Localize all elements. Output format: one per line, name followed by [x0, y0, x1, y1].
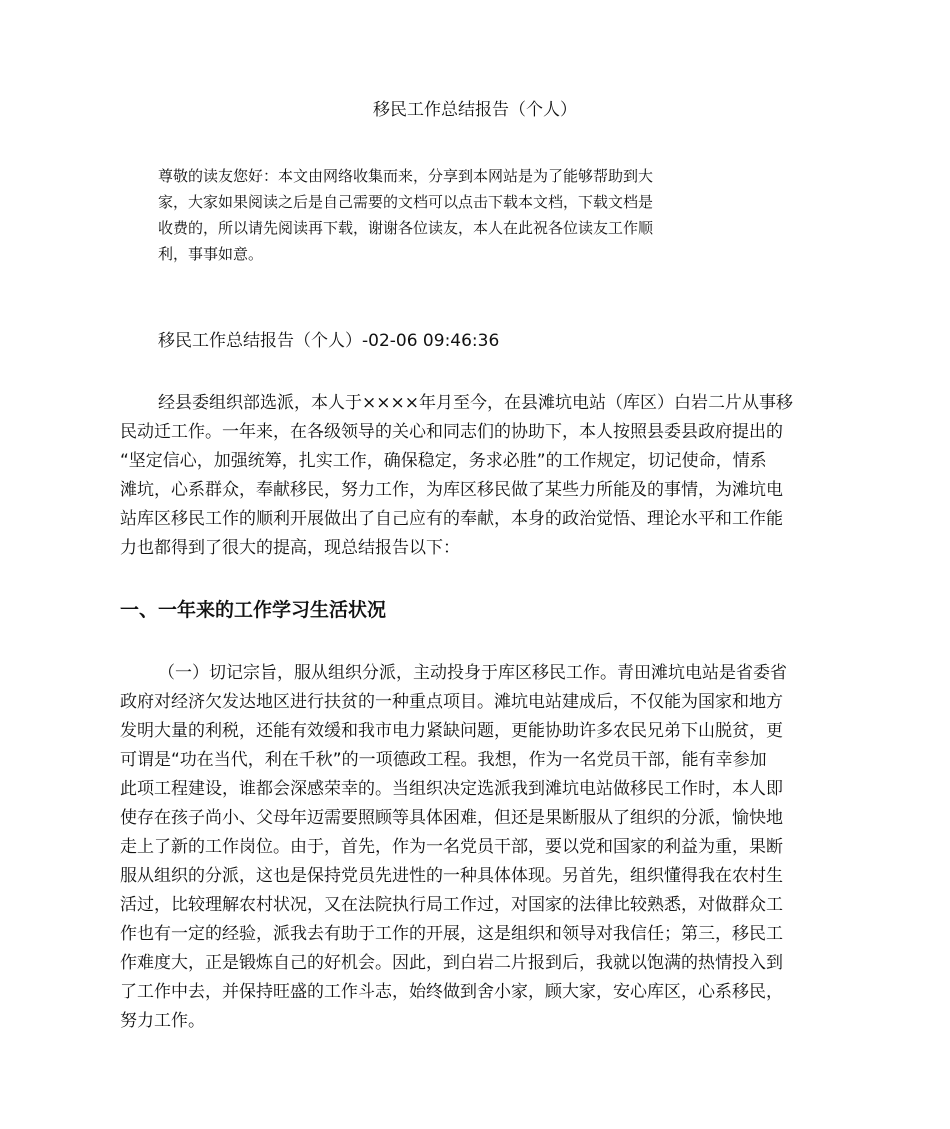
section-paragraph — [120, 659, 840, 1036]
paragraph-line: 作难度大，正是锻炼自己的好机会。因此，到白岩二片报到后，我就以饱满的热情投入到 — [120, 953, 783, 973]
paragraph-line: 政府对经济欠发达地区进行扶贫的一种重点项目。滩坑电站建成后，不仅能为国家和地方 — [120, 692, 783, 712]
notice-line: 家，大家如果阅读之后是自己需要的文档可以点击下载本文档，下载文档是 — [158, 193, 654, 211]
paragraph-line: （一）切记宗旨，服从组织分派，主动投身于库区移民工作。青田滩坑电站是省委省 — [158, 663, 787, 683]
paragraph-line: 走上了新的工作岗位。由于，首先，作为一名党员干部，要以党和国家的利益为重，果断 — [120, 837, 783, 857]
paragraph-line: 力也都得到了很大的提高，现总结报告以下： — [120, 538, 460, 558]
reader-notice — [158, 163, 718, 267]
paragraph-line: 活过，比较理解农村状况，又在法院执行局工作过，对国家的法律比较熟悉，对做群众工 — [120, 895, 783, 915]
paragraph-line: 民动迁工作。一年来，在各级领导的关心和同志们的协助下，本人按照县委县政府提出的 — [120, 422, 783, 442]
paragraph-line: 努力工作。 — [120, 1011, 205, 1031]
paragraph-line: 服从组织的分派，这也是保持党员先进性的一种具体体现。另首先，组织懂得我在农村生 — [120, 866, 783, 886]
report-subtitle: 移民工作总结报告（个人）-02-06 09:46:36 — [158, 331, 500, 351]
paragraph-line: 可谓是“功在当代，利在千秋”的一项德政工程。我想，作为一名党员干部，能有幸参加 — [120, 750, 767, 770]
paragraph-line: 作也有一定的经验，派我去有助于工作的开展，这是组织和领导对我信任；第三，移民工 — [120, 924, 783, 944]
section-heading: 一、一年来的工作学习生活状况 — [120, 599, 387, 621]
paragraph-line: “坚定信心，加强统筹，扎实工作，确保稳定，务求必胜”的工作规定，切记使命，情系 — [120, 451, 767, 471]
notice-line: 利，事事如意。 — [158, 245, 264, 263]
intro-paragraph — [120, 389, 840, 563]
document-title: 移民工作总结报告（个人） — [373, 100, 577, 120]
paragraph-line: 了工作中去，并保持旺盛的工作斗志，始终做到舍小家，顾大家，安心库区，心系移民， — [120, 982, 783, 1002]
paragraph-line: 滩坑，心系群众，奉献移民，努力工作，为库区移民做了某些力所能及的事情，为滩坑电 — [120, 480, 783, 500]
paragraph-line: 站库区移民工作的顺利开展做出了自己应有的奉献，本身的政治觉悟、理论水平和工作能 — [120, 509, 783, 529]
paragraph-line: 经县委组织部选派，本人于××××年月至今，在县滩坑电站（库区）白岩二片从事移 — [158, 393, 793, 413]
paragraph-line: 使存在孩子尚小、父母年迈需要照顾等具体困难，但还是果断服从了组织的分派，愉快地 — [120, 808, 783, 828]
notice-line: 收费的，所以请先阅读再下载，谢谢各位读友，本人在此祝各位读友工作顺 — [158, 219, 654, 237]
paragraph-line: 此项工程建设，谁都会深感荣幸的。当组织决定选派我到滩坑电站做移民工作时，本人即 — [120, 779, 783, 799]
notice-line: 尊敬的读友您好：本文由网络收集而来，分享到本网站是为了能够帮助到大 — [158, 167, 654, 185]
paragraph-line: 发明大量的利税，还能有效缓和我市电力紧缺问题，更能协助许多农民兄弟下山脱贫，更 — [120, 721, 783, 741]
